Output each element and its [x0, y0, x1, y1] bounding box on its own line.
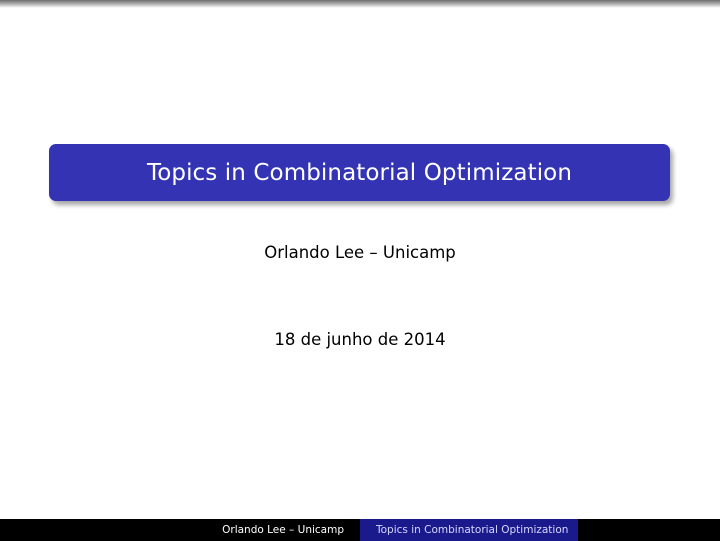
footer-author: Orlando Lee – Unicamp	[222, 524, 344, 536]
footer-title-section	[360, 519, 720, 541]
slide-date: 18 de junho de 2014	[274, 330, 446, 349]
top-edge-shadow	[0, 0, 720, 8]
footer-title: Topics in Combinatorial Optimization	[376, 524, 569, 536]
footer-author-section	[0, 519, 360, 541]
slide-title: Topics in Combinatorial Optimization	[146, 159, 573, 186]
title-box	[49, 144, 670, 201]
footer-bar	[0, 519, 720, 541]
footer-title-highlight	[360, 519, 578, 541]
slide-author: Orlando Lee – Unicamp	[264, 243, 456, 262]
